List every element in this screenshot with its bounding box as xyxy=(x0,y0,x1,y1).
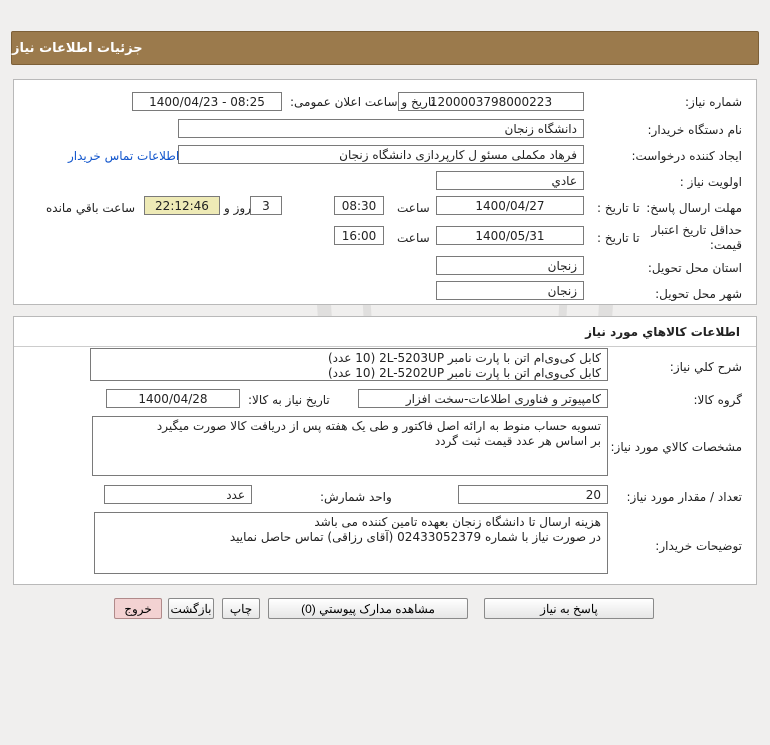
specs-field xyxy=(92,416,608,476)
reply-time-label: ساعت xyxy=(397,201,430,215)
buyer-notes-field xyxy=(94,512,608,574)
unit-field: عدد xyxy=(104,485,252,504)
buyer-org-label: نام دستگاه خريدار: xyxy=(647,123,742,137)
print-button[interactable]: چاپ xyxy=(222,598,260,619)
delivery-city-label: شهر محل تحويل: xyxy=(655,287,742,301)
days-label: روز و xyxy=(224,201,251,215)
quantity-field: 20 xyxy=(458,485,608,504)
reply-deadline-label: مهلت ارسال پاسخ: xyxy=(646,201,742,215)
delivery-province-label: استان محل تحويل: xyxy=(647,261,742,275)
buyer-notes-line: در صورت نیاز با شماره 02433052379 (آقای رزاقی) تماس حاصل نمایید xyxy=(229,530,601,544)
exit-button[interactable]: خروج xyxy=(114,598,162,619)
need-date-field: 1400/04/28 xyxy=(106,389,240,408)
price-validity-label-1: حداقل تاريخ اعتبار xyxy=(651,223,742,237)
buyer-notes-line: هزینه ارسال تا دانشگاه زنجان بعهده تامین کننده می باشد xyxy=(314,515,601,529)
need-info-panel xyxy=(13,79,757,305)
need-number-field: 1200003798000223 xyxy=(398,92,584,111)
need-date-label: تاريخ نياز به کالا: xyxy=(248,393,330,407)
unit-label: واحد شمارش: xyxy=(320,490,392,504)
need-number-label: شماره نیاز: xyxy=(685,95,742,109)
page-header xyxy=(11,31,759,65)
summary-line: کابل کی‌وی‌ام اتن با پارت نامبر 2L-5202UP (10 عدد) xyxy=(327,366,601,380)
summary-field xyxy=(90,348,608,381)
requester-field: فرهاد مکملی مسئو ل کارپردازی دانشگاه زنجان xyxy=(178,145,584,164)
reply-date-field: 1400/04/27 xyxy=(436,196,584,215)
requester-label: ايجاد کننده درخواست: xyxy=(631,149,742,163)
specs-label: مشخصات کالاي مورد نياز: xyxy=(610,440,742,454)
delivery-city-field: زنجان xyxy=(436,281,584,300)
goods-panel-divider xyxy=(14,346,756,347)
announce-datetime-label: تاریخ و ساعت اعلان عمومی: xyxy=(290,95,435,109)
validity-time-label: ساعت xyxy=(397,231,430,245)
price-validity-label-2: قيمت: xyxy=(709,238,742,252)
specs-line: تسویه حساب منوط به ارائه اصل فاکتور و طی یک هفته پس از دریافت کالا صورت میگیرد xyxy=(156,419,601,433)
validity-to-date-label: تا تاريخ : xyxy=(597,231,640,245)
buyer-org-field: دانشگاه زنجان xyxy=(178,119,584,138)
goods-group-label: گروه کالا: xyxy=(693,393,742,407)
goods-panel-title: اطلاعات کالاهاي مورد نياز xyxy=(585,325,740,339)
reply-to-date-label: تا تاريخ : xyxy=(597,201,640,215)
remaining-time-field: 22:12:46 xyxy=(144,196,220,215)
priority-label: اولويت نياز : xyxy=(679,175,742,189)
summary-line: کابل کی‌وی‌ام اتن با پارت نامبر 2L-5203UP (10 عدد) xyxy=(327,351,601,365)
reply-days-field: 3 xyxy=(250,196,282,215)
goods-group-field: کامپيوتر و فناوری اطلاعات-سخت افزار xyxy=(358,389,608,408)
specs-line: بر اساس هر عدد قیمت ثبت گردد xyxy=(434,434,601,448)
buyer-notes-label: توضيحات خريدار: xyxy=(655,539,742,553)
page-title: جزئیات اطلاعات نیاز xyxy=(12,40,143,56)
priority-field: عادي xyxy=(436,171,584,190)
quantity-label: تعداد / مقدار مورد نياز: xyxy=(626,490,742,504)
summary-label: شرح کلي نياز: xyxy=(669,360,742,374)
buyer-contact-link[interactable]: اطلاعات تماس خريدار xyxy=(68,149,180,163)
validity-time-field: 16:00 xyxy=(334,226,384,245)
remaining-label: ساعت باقي مانده xyxy=(46,201,136,215)
view-attachments-button[interactable]: مشاهده مدارک پيوستي (0) xyxy=(268,598,468,619)
delivery-province-field: زنجان xyxy=(436,256,584,275)
back-button[interactable]: بازگشت xyxy=(168,598,214,619)
reply-time-field: 08:30 xyxy=(334,196,384,215)
announce-datetime-field: 1400/04/23 - 08:25 xyxy=(132,92,282,111)
validity-date-field: 1400/05/31 xyxy=(436,226,584,245)
reply-button[interactable]: پاسخ به نياز xyxy=(484,598,654,619)
